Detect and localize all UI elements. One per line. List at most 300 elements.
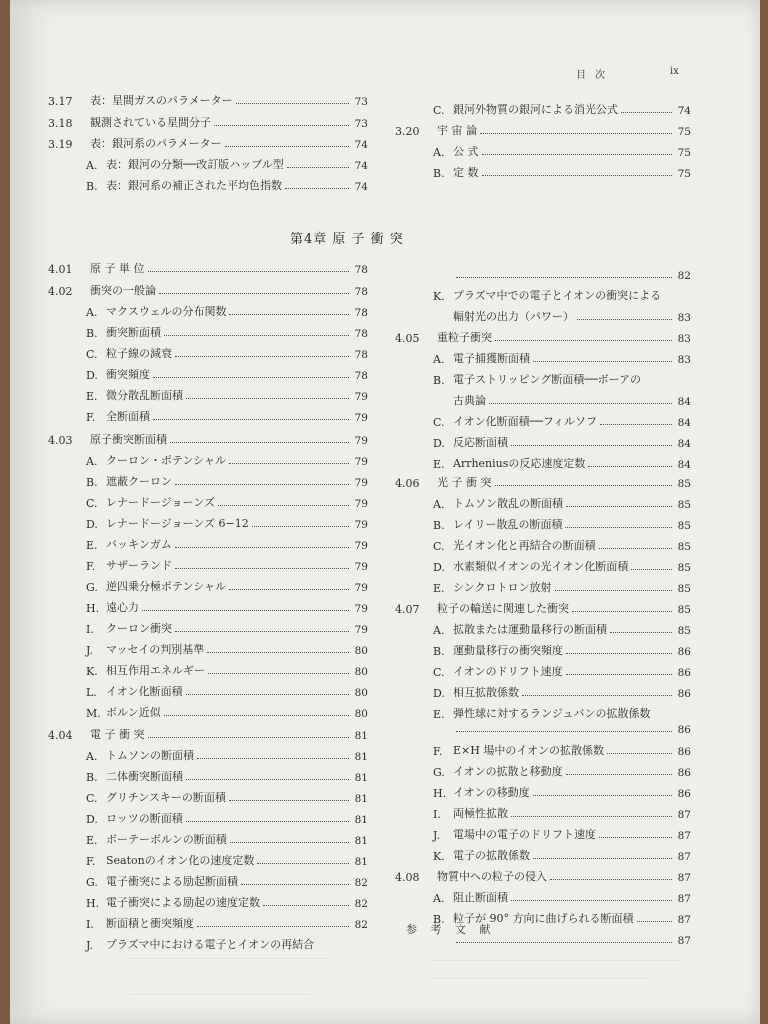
toc-entry-title: 粒子が 90° 方向に曲げられる断面積 — [453, 912, 634, 925]
toc-entry-page: 85 — [677, 562, 691, 574]
toc-entry — [433, 759, 691, 779]
toc-entry — [433, 430, 691, 450]
toc-entry-title: 相互作用エネルギー — [106, 664, 205, 677]
toc-dot-leader — [600, 423, 672, 425]
toc-dot-leader — [533, 857, 672, 859]
toc-entry — [48, 278, 368, 298]
toc-dot-leader — [218, 504, 349, 506]
toc-dot-leader — [142, 609, 349, 611]
toc-entry-page: 75 — [677, 168, 691, 180]
toc-entry — [86, 616, 368, 636]
toc-entry-number: A. — [86, 750, 98, 763]
toc-entry-title: 電子捕獲断面積 — [453, 352, 530, 365]
toc-entry — [48, 88, 368, 108]
toc-entry-title: サザーランド — [106, 559, 172, 572]
toc-entry — [395, 596, 691, 616]
toc-entry-number: G. — [433, 766, 445, 779]
toc-dot-leader — [186, 693, 349, 695]
toc-entry-title: 電 子 衝 突 — [90, 728, 145, 741]
toc-dot-leader — [511, 444, 672, 446]
toc-entry-title: 衝突の一般論 — [90, 284, 156, 297]
toc-entry — [433, 843, 691, 863]
toc-entry-number: B. — [86, 771, 98, 784]
toc-entry-number: B. — [433, 374, 445, 387]
toc-dot-leader — [577, 318, 672, 320]
toc-entry-page: 73 — [354, 96, 368, 108]
toc-entry-number: B. — [433, 519, 445, 532]
toc-entry — [433, 304, 691, 324]
toc-entry-title: 水素類似イオンの光イオン化断面積 — [453, 560, 629, 573]
toc-dot-leader — [263, 904, 349, 906]
bleed-through-line — [130, 994, 310, 995]
toc-dot-leader — [148, 736, 350, 738]
toc-entry — [433, 716, 691, 736]
toc-entry-page: 86 — [677, 646, 691, 658]
toc-entry-page: 87 — [677, 872, 691, 884]
toc-dot-leader — [522, 694, 672, 696]
toc-entry-title: 表：星間ガスのパラメーター — [90, 94, 233, 107]
toc-dot-leader — [175, 630, 349, 632]
toc-dot-leader — [495, 484, 673, 486]
toc-entry-page: 79 — [354, 561, 368, 573]
book-page — [10, 0, 760, 1024]
toc-entry — [433, 160, 691, 180]
toc-entry-number: K. — [433, 850, 445, 863]
toc-entry — [86, 553, 368, 573]
toc-entry-number: F. — [86, 560, 96, 573]
toc-entry-title: 物質中への粒子の侵入 — [437, 870, 547, 883]
toc-entry-title: 原 子 単 位 — [90, 262, 145, 275]
toc-entry — [86, 320, 368, 340]
toc-entry-title: イオン化断面積──フィルソフ — [453, 415, 598, 428]
toc-entry-page: 81 — [354, 814, 368, 826]
toc-entry — [86, 932, 368, 952]
toc-entry-number: J. — [86, 644, 94, 657]
toc-dot-leader — [214, 124, 349, 126]
toc-entry-number: D. — [433, 687, 445, 700]
toc-dot-leader — [566, 773, 672, 775]
toc-dot-leader — [621, 111, 672, 113]
toc-dot-leader — [229, 588, 349, 590]
toc-entry-title: マクスウェルの分布関数 — [106, 305, 227, 318]
toc-entry-number: 4.05 — [395, 332, 420, 345]
toc-entry — [433, 885, 691, 905]
toc-entry — [86, 511, 368, 531]
toc-dot-leader — [566, 505, 672, 507]
toc-dot-leader — [159, 292, 349, 294]
toc-dot-leader — [197, 757, 349, 759]
toc-entry-number: K. — [433, 290, 445, 303]
toc-entry-number: H. — [86, 897, 100, 910]
toc-entry-number: K. — [86, 665, 98, 678]
toc-entry-title: 表：銀河の分類──改訂版ハッブル型 — [106, 158, 284, 171]
toc-entry-title: レナードージョーンズ 6−12 — [106, 517, 249, 530]
toc-entry-title: 粒子の輸送に関連した衝突 — [437, 602, 569, 615]
toc-dot-leader — [511, 815, 672, 817]
toc-entry-page: 74 — [354, 160, 368, 172]
toc-entry — [433, 738, 691, 758]
toc-entry-title: グリチンスキーの断面積 — [106, 791, 226, 804]
toc-entry — [86, 679, 368, 699]
toc-entry-number: D. — [86, 369, 98, 382]
toc-entry — [86, 743, 368, 763]
toc-entry-number: 4.07 — [395, 603, 420, 616]
toc-dot-leader — [229, 313, 349, 315]
toc-entry-number: A. — [433, 146, 445, 159]
toc-entry-page: 78 — [354, 307, 368, 319]
toc-entry — [86, 806, 368, 826]
toc-entry-page: 87 — [677, 851, 691, 863]
toc-entry-number: 4.06 — [395, 477, 420, 490]
toc-entry — [86, 911, 368, 931]
toc-entry — [433, 283, 691, 303]
toc-dot-leader — [610, 631, 672, 633]
toc-entry-page: 85 — [677, 478, 691, 490]
toc-entry-page: 82 — [677, 270, 691, 282]
toc-dot-leader — [241, 883, 349, 885]
toc-entry-number: G. — [86, 876, 98, 889]
toc-entry-title: 運動量移行の衝突頻度 — [453, 644, 563, 657]
toc-entry-page: 78 — [354, 286, 368, 298]
toc-entry-page: 84 — [677, 438, 691, 450]
toc-entry-title: 電場中の電子のドリフト速度 — [453, 828, 596, 841]
toc-dot-leader — [456, 941, 672, 943]
toc-entry-page: 73 — [354, 118, 368, 130]
toc-dot-leader — [153, 376, 349, 378]
toc-entry-number: E. — [86, 390, 98, 403]
toc-entry-number: F. — [433, 745, 443, 758]
toc-dot-leader — [565, 526, 672, 528]
toc-dot-leader — [252, 525, 349, 527]
toc-entry — [433, 367, 691, 387]
toc-entry-title: 重粒子衝突 — [437, 331, 492, 344]
toc-entry-number: E. — [86, 539, 98, 552]
toc-entry-title: 電子ストリッピング断面積──ボーアの — [453, 373, 642, 386]
toc-entry-number: 4.01 — [48, 263, 73, 276]
toc-dot-leader — [175, 355, 349, 357]
toc-entry-title: 弾性球に対するランジュバンの拡散係数 — [453, 707, 651, 720]
toc-entry-number: D. — [433, 437, 445, 450]
toc-entry-page: 79 — [354, 456, 368, 468]
toc-entry — [86, 827, 368, 847]
toc-entry-number: I. — [433, 808, 441, 821]
toc-dot-leader — [555, 589, 672, 591]
toc-entry-title: Arrheniusの反応速度定数 — [453, 457, 586, 470]
toc-dot-leader — [207, 651, 349, 653]
toc-entry-number: A. — [433, 624, 445, 637]
toc-entry-number: I. — [86, 918, 94, 931]
toc-entry — [433, 262, 691, 282]
toc-entry-title: 両極性拡散 — [453, 807, 508, 820]
toc-entry-number: B. — [86, 476, 98, 489]
toc-dot-leader — [566, 673, 672, 675]
toc-entry — [86, 700, 368, 720]
toc-entry-title: 断面積と衝突頻度 — [106, 917, 194, 930]
toc-entry-number: A. — [86, 455, 98, 468]
toc-dot-leader — [164, 714, 349, 716]
toc-entry — [433, 139, 691, 159]
toc-entry-number: D. — [433, 561, 445, 574]
toc-entry — [86, 574, 368, 594]
toc-entry — [86, 299, 368, 319]
toc-dot-leader — [480, 132, 672, 134]
toc-entry-page: 80 — [354, 645, 368, 657]
toc-dot-leader — [186, 397, 349, 399]
toc-entry-page: 87 — [677, 893, 691, 905]
toc-entry-number: E. — [433, 458, 445, 471]
toc-entry-number: I. — [86, 623, 94, 636]
toc-entry — [86, 490, 368, 510]
toc-entry-number: C. — [433, 540, 445, 553]
toc-entry-page: 79 — [354, 412, 368, 424]
toc-entry — [433, 801, 691, 821]
toc-entry-number: J. — [433, 829, 441, 842]
toc-dot-leader — [566, 652, 672, 654]
toc-entry — [395, 864, 691, 884]
toc-entry-title: 古典論 — [453, 394, 486, 407]
toc-entry-number: B. — [433, 645, 445, 658]
toc-entry — [86, 764, 368, 784]
toc-entry-page: 85 — [677, 583, 691, 595]
toc-entry-title: 電子の拡散係数 — [453, 849, 530, 862]
toc-dot-leader — [236, 102, 349, 104]
toc-dot-leader — [588, 465, 672, 467]
toc-entry-number: F. — [86, 855, 96, 868]
toc-entry-title: 粒子線の減衰 — [106, 347, 172, 360]
toc-entry — [86, 341, 368, 361]
toc-entry-title: トムソン散乱の断面積 — [453, 497, 563, 510]
toc-entry — [433, 388, 691, 408]
bleed-through-line — [430, 960, 680, 961]
toc-entry-number: 4.08 — [395, 871, 420, 884]
toc-dot-leader — [208, 672, 349, 674]
toc-entry — [433, 533, 691, 553]
toc-entry — [86, 848, 368, 868]
toc-entry-page: 79 — [354, 391, 368, 403]
toc-entry-number: C. — [433, 416, 445, 429]
toc-entry-page: 81 — [354, 793, 368, 805]
toc-entry — [86, 173, 368, 193]
toc-entry — [433, 575, 691, 595]
toc-entry-title: 拡散または運動量移行の断面積 — [453, 623, 607, 636]
toc-entry-page: 81 — [354, 730, 368, 742]
toc-entry-page: 85 — [677, 499, 691, 511]
toc-dot-leader — [495, 339, 672, 341]
toc-entry-title: プラズマ中における電子とイオンの再結合 — [106, 938, 315, 951]
toc-dot-leader — [572, 610, 672, 612]
header-page-number: ix — [670, 66, 679, 77]
toc-entry-title: イオンの拡散と移動度 — [453, 765, 563, 778]
toc-entry-title: マッセイの判別基準 — [106, 643, 205, 656]
toc-entry-title: 表：銀河系の補正された平均色指数 — [106, 179, 282, 192]
toc-entry-title: バッキンガム — [106, 538, 172, 551]
toc-dot-leader — [456, 276, 672, 278]
toc-entry-number: A. — [433, 498, 445, 511]
toc-entry-title: 観測されている星間分子 — [90, 116, 211, 129]
toc-entry-title: 衝突頻度 — [106, 368, 150, 381]
toc-entry — [86, 595, 368, 615]
toc-entry-page: 79 — [354, 435, 368, 447]
toc-entry-number: B. — [433, 913, 445, 926]
toc-entry-page: 86 — [677, 746, 691, 758]
toc-dot-leader — [175, 546, 349, 548]
toc-entry-number: A. — [433, 353, 445, 366]
toc-dot-leader — [153, 418, 349, 420]
toc-entry-title: 微分散乱断面積 — [106, 389, 183, 402]
toc-entry — [48, 131, 368, 151]
toc-entry — [86, 532, 368, 552]
toc-dot-leader — [631, 568, 672, 570]
toc-entry-title: 阻止断面積 — [453, 891, 508, 904]
toc-entry — [433, 659, 691, 679]
header-title: 目 次 — [576, 70, 609, 81]
toc-entry-page: 78 — [354, 264, 368, 276]
toc-entry-title: ボーテーボルンの断面積 — [106, 833, 227, 846]
toc-entry-page: 81 — [354, 856, 368, 868]
toc-entry-page: 80 — [354, 708, 368, 720]
toc-entry — [433, 617, 691, 637]
toc-entry — [433, 512, 691, 532]
toc-entry-page: 84 — [677, 396, 691, 408]
toc-entry-page: 83 — [677, 354, 691, 366]
toc-entry-title: 原子衝突断面積 — [90, 433, 167, 446]
toc-entry-page: 86 — [677, 667, 691, 679]
toc-entry-page: 78 — [354, 349, 368, 361]
toc-entry-page: 82 — [354, 919, 368, 931]
toc-entry-page: 86 — [677, 688, 691, 700]
toc-entry-page: 82 — [354, 898, 368, 910]
toc-entry-number: 4.02 — [48, 285, 73, 298]
toc-entry-page: 79 — [354, 603, 368, 615]
toc-dot-leader — [197, 925, 349, 927]
toc-entry-number: B. — [86, 327, 98, 340]
toc-entry — [433, 554, 691, 574]
toc-entry-title: イオンの移動度 — [453, 786, 530, 799]
toc-entry — [86, 404, 368, 424]
bleed-through-line — [130, 958, 330, 959]
toc-dot-leader — [164, 334, 349, 336]
toc-entry-page: 81 — [354, 772, 368, 784]
toc-entry-number: C. — [433, 666, 445, 679]
toc-entry-title: イオン化断面積 — [106, 685, 183, 698]
toc-entry-page: 86 — [677, 788, 691, 800]
toc-entry-page: 81 — [354, 835, 368, 847]
toc-entry-title: プラズマ中での電子とイオンの衝突による — [453, 289, 662, 302]
toc-dot-leader — [456, 730, 672, 732]
toc-entry-number: H. — [433, 787, 447, 800]
toc-entry-title: 宇 宙 論 — [437, 124, 477, 137]
toc-entry-number: E. — [433, 708, 445, 721]
toc-entry — [433, 638, 691, 658]
toc-entry — [433, 680, 691, 700]
toc-entry-page: 79 — [354, 519, 368, 531]
toc-entry-title: 電子衝突による励起の速度定数 — [106, 896, 260, 909]
toc-entry-number: A. — [86, 306, 98, 319]
toc-entry-page: 84 — [677, 417, 691, 429]
toc-entry — [433, 451, 691, 471]
toc-dot-leader — [482, 153, 673, 155]
toc-entry — [48, 427, 368, 447]
running-header — [10, 66, 760, 84]
toc-entry-number: M. — [86, 707, 101, 720]
toc-dot-leader — [533, 360, 672, 362]
toc-entry-number: J. — [86, 939, 94, 952]
toc-entry — [48, 256, 368, 276]
toc-entry-title: トムソンの断面積 — [106, 749, 194, 762]
toc-entry — [433, 780, 691, 800]
toc-entry-page: 78 — [354, 328, 368, 340]
toc-entry-title: 衝突断面積 — [106, 326, 161, 339]
toc-entry-title: E×H 場中のイオンの拡散係数 — [453, 744, 605, 757]
toc-entry-title: 表：銀河系のパラメーター — [90, 137, 222, 150]
toc-entry-page: 87 — [677, 935, 691, 947]
toc-entry-page: 80 — [354, 666, 368, 678]
toc-dot-leader — [229, 462, 349, 464]
toc-dot-leader — [511, 899, 672, 901]
toc-entry-page: 85 — [677, 520, 691, 532]
toc-dot-leader — [287, 166, 349, 168]
toc-entry-number: 4.03 — [48, 434, 73, 447]
toc-entry — [86, 869, 368, 889]
toc-entry-page: 86 — [677, 767, 691, 779]
toc-entry-title: 電子衝突による励起断面積 — [106, 875, 238, 888]
toc-dot-leader — [257, 862, 349, 864]
toc-entry — [395, 470, 691, 490]
toc-entry-number: A. — [86, 159, 98, 172]
bleed-through-line — [430, 978, 650, 979]
toc-entry — [395, 118, 691, 138]
toc-entry — [433, 491, 691, 511]
toc-dot-leader — [148, 270, 350, 272]
toc-dot-leader — [229, 799, 349, 801]
toc-entry-title: 全断面積 — [106, 410, 150, 423]
toc-entry-title: 逆四乗分極ポテンシャル — [106, 580, 226, 593]
toc-entry-title: イオンのドリフト速度 — [453, 665, 563, 678]
toc-entry-page: 87 — [677, 809, 691, 821]
toc-dot-leader — [285, 187, 349, 189]
toc-entry — [433, 346, 691, 366]
toc-entry-page: 81 — [354, 751, 368, 763]
toc-entry-page: 80 — [354, 687, 368, 699]
toc-entry — [86, 152, 368, 172]
toc-entry — [86, 383, 368, 403]
toc-entry-number: 3.19 — [48, 138, 73, 151]
toc-entry-number: A. — [433, 892, 445, 905]
toc-dot-leader — [599, 547, 672, 549]
toc-entry-number: D. — [86, 813, 98, 826]
toc-entry-title: 定 数 — [453, 166, 479, 179]
toc-entry-title: Seatonのイオン化の速度定数 — [106, 854, 255, 867]
toc-entry-title: 反応断面積 — [453, 436, 508, 449]
toc-entry-page: 75 — [677, 126, 691, 138]
toc-dot-leader — [599, 836, 672, 838]
toc-entry-page: 79 — [354, 582, 368, 594]
toc-entry-page: 85 — [677, 541, 691, 553]
toc-entry-page: 79 — [354, 540, 368, 552]
toc-entry-page: 75 — [677, 147, 691, 159]
toc-entry-title: 光イオン化と再結合の断面積 — [453, 539, 596, 552]
chapter-title: 第4章 原 子 衝 突 — [290, 232, 404, 247]
toc-entry-page: 74 — [354, 181, 368, 193]
toc-entry — [433, 822, 691, 842]
references-label: 参 考 文 献 — [406, 923, 496, 936]
toc-entry-number: C. — [86, 348, 98, 361]
toc-entry-number: C. — [86, 792, 98, 805]
toc-entry-title: 光 子 衝 突 — [437, 476, 492, 489]
toc-entry — [86, 448, 368, 468]
toc-entry-number: G. — [86, 581, 98, 594]
toc-entry — [433, 97, 691, 117]
